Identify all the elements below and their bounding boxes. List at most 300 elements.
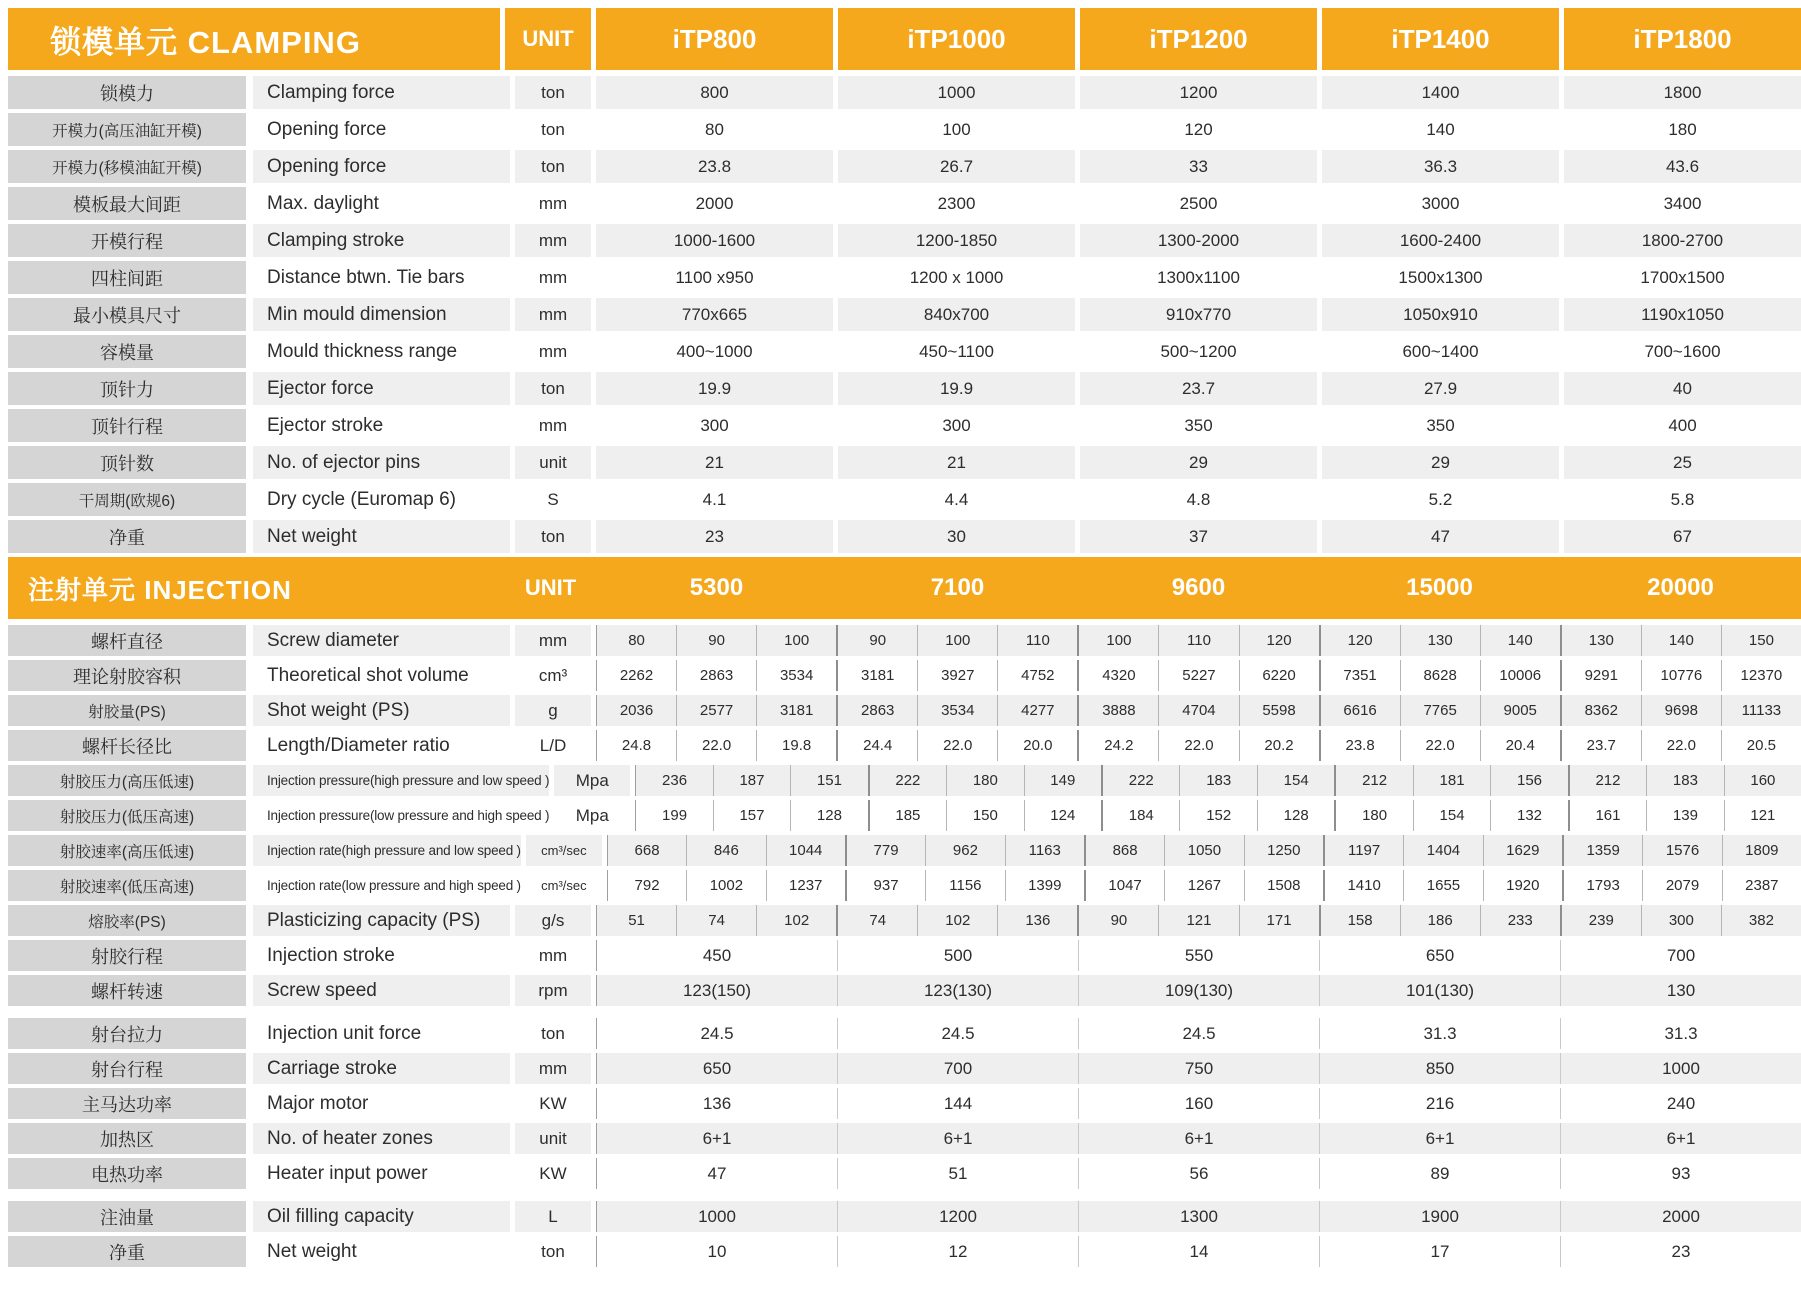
row-label-cn: 螺杆转速 xyxy=(8,975,246,1006)
value-cell: 130 xyxy=(1560,975,1801,1006)
value-cell: 1200 x 1000 xyxy=(833,261,1075,294)
row-body xyxy=(253,1236,1801,1267)
value-cell: 1655 xyxy=(1403,870,1482,901)
value-cells xyxy=(596,660,1801,691)
spec-row xyxy=(8,224,1801,257)
value-cell: 450 xyxy=(702,945,732,965)
value-cell: 5227 xyxy=(1158,660,1238,691)
value-cell: 1399 xyxy=(1005,870,1084,901)
unit-cell: mm xyxy=(510,298,596,331)
value-cell: 800 xyxy=(700,82,729,102)
injection-model-header: 9600 xyxy=(1171,574,1226,601)
value-cell: 23.7 xyxy=(1075,372,1317,405)
value-cell: 2577 xyxy=(676,695,756,726)
value-cell: 90 xyxy=(676,625,756,656)
value-cell: 24.4 xyxy=(836,730,917,761)
value-cell: 5.2 xyxy=(1317,483,1559,516)
value-cells xyxy=(607,870,1801,901)
value-cell: 93 xyxy=(1560,1158,1801,1189)
clamping-model-header: iTP1000 xyxy=(838,8,1075,70)
value-cell: 120 xyxy=(1075,113,1317,146)
value-cell: 130 xyxy=(1560,625,1641,656)
value-cell: 4.4 xyxy=(833,483,1075,516)
spec-row xyxy=(8,835,1801,866)
row-label-cn: 模板最大间距 xyxy=(8,187,246,220)
value-cell: 1300 xyxy=(1078,1201,1319,1232)
value-cell: 24.5 xyxy=(700,1023,734,1043)
value-cell: 9698 xyxy=(1641,695,1721,726)
value-cells xyxy=(596,1053,1801,1084)
spec-row xyxy=(8,335,1801,368)
value-cell: 139 xyxy=(1646,800,1723,831)
value-cell: 6+1 xyxy=(702,1128,732,1148)
value-cell: 180 xyxy=(1559,113,1801,146)
value-cell: 12 xyxy=(837,1236,1078,1267)
spec-row xyxy=(8,1088,1801,1119)
value-cell: 650 xyxy=(702,1058,732,1078)
value-cell: 2000 xyxy=(695,193,734,213)
row-body xyxy=(253,335,1801,368)
spec-row xyxy=(8,765,1801,796)
row-body xyxy=(253,1018,1801,1049)
clamping-model-header: iTP1800 xyxy=(1564,8,1801,70)
value-cell: 212 xyxy=(1334,765,1412,796)
value-cell: 161 xyxy=(1568,800,1646,831)
row-label-en: Screw diameter xyxy=(267,629,399,651)
value-cell: 400 xyxy=(1559,409,1801,442)
injection-section xyxy=(8,557,1801,1267)
value-cell: 600~1400 xyxy=(1317,335,1559,368)
value-cell: 123(130) xyxy=(837,975,1078,1006)
unit-cell: mm xyxy=(510,1053,596,1084)
value-cell: 1800 xyxy=(1559,76,1801,109)
spec-row xyxy=(8,1236,1801,1267)
value-cell: 24.5 xyxy=(1078,1018,1319,1049)
unit-cell: unit xyxy=(510,1123,596,1154)
value-cell: 186 xyxy=(1400,905,1480,936)
injection-rows xyxy=(8,625,1801,1267)
value-cell: 3181 xyxy=(756,695,836,726)
row-label-en: Carriage stroke xyxy=(267,1057,397,1079)
unit-cell: mm xyxy=(510,409,596,442)
row-body xyxy=(253,372,1801,405)
spec-row xyxy=(8,150,1801,183)
value-cell: 1197 xyxy=(1323,835,1403,866)
value-cell: 910x770 xyxy=(1075,298,1317,331)
spec-row xyxy=(8,800,1801,831)
value-cell: 3534 xyxy=(917,695,997,726)
value-cell: 1700x1500 xyxy=(1559,261,1801,294)
unit-cell: g/s xyxy=(510,905,596,936)
row-body xyxy=(253,975,1801,1006)
row-label-en: No. of heater zones xyxy=(267,1127,433,1149)
value-cell: 128 xyxy=(790,800,867,831)
row-label-en: Net weight xyxy=(267,1240,357,1262)
row-label-en: Injection rate(low pressure and high speed ) xyxy=(267,878,521,893)
value-cell: 2262 xyxy=(619,667,654,684)
value-cell: 840x700 xyxy=(833,298,1075,331)
unit-cell: mm xyxy=(510,625,596,656)
value-cell: 136 xyxy=(997,905,1077,936)
value-cell: 149 xyxy=(1024,765,1101,796)
row-label-en: Max. daylight xyxy=(267,192,379,214)
value-cell: 550 xyxy=(1078,940,1319,971)
row-label-cn: 熔胶率(PS) xyxy=(8,905,246,936)
value-cell: 22.0 xyxy=(676,730,756,761)
row-body xyxy=(253,224,1801,257)
value-cell: 4320 xyxy=(1077,660,1158,691)
value-cell: 23 xyxy=(1560,1236,1801,1267)
row-label-cn: 射胶行程 xyxy=(8,940,246,971)
value-cell: 20.5 xyxy=(1721,730,1801,761)
row-body xyxy=(253,113,1801,146)
row-label-en: Mould thickness range xyxy=(267,340,458,362)
unit-cell: mm xyxy=(510,224,596,257)
value-cell: 36.3 xyxy=(1317,150,1559,183)
value-cell: 181 xyxy=(1413,765,1490,796)
row-label-cn: 开模力(移模油缸开模) xyxy=(8,150,246,183)
row-label-cn: 射台拉力 xyxy=(8,1018,246,1049)
value-cell: 100 xyxy=(1077,625,1158,656)
value-cell: 151 xyxy=(790,765,867,796)
row-label-en: Clamping stroke xyxy=(267,229,405,251)
spec-row xyxy=(8,372,1801,405)
row-body xyxy=(253,765,1801,796)
row-label-en: Ejector force xyxy=(267,377,374,399)
value-cell: 6220 xyxy=(1239,660,1319,691)
row-label-en: Length/Diameter ratio xyxy=(267,734,450,756)
value-cells xyxy=(596,187,1801,220)
spec-row xyxy=(8,261,1801,294)
value-cell: 22.0 xyxy=(1641,730,1721,761)
value-cell: 24.5 xyxy=(837,1018,1078,1049)
value-cell: 650 xyxy=(1319,940,1560,971)
unit-cell: mm xyxy=(510,940,596,971)
value-cells xyxy=(596,940,1801,971)
value-cell: 3888 xyxy=(1077,695,1158,726)
value-cell: 300 xyxy=(700,415,729,435)
value-cell: 792 xyxy=(634,877,660,894)
row-body xyxy=(253,835,1801,866)
unit-cell: ton xyxy=(510,113,596,146)
value-cell: 850 xyxy=(1319,1053,1560,1084)
value-cell: 140 xyxy=(1480,625,1560,656)
value-cell: 11133 xyxy=(1721,695,1801,726)
value-cell: 3181 xyxy=(836,660,917,691)
value-cells xyxy=(596,409,1801,442)
unit-cell: KW xyxy=(510,1158,596,1189)
unit-cell: ton xyxy=(510,1236,596,1267)
row-label-cn: 加热区 xyxy=(8,1123,246,1154)
value-cell: 121 xyxy=(1724,800,1801,831)
value-cell: 1629 xyxy=(1483,835,1562,866)
value-cell: 80 xyxy=(628,632,645,649)
value-cell: 1300x1100 xyxy=(1075,261,1317,294)
row-label-cn: 最小模具尺寸 xyxy=(8,298,246,331)
row-body xyxy=(253,187,1801,220)
row-label-cn: 射胶压力(低压高速) xyxy=(8,800,246,831)
value-cell: 216 xyxy=(1319,1088,1560,1119)
row-label-en: Opening force xyxy=(267,118,387,140)
value-cell: 8628 xyxy=(1400,660,1480,691)
value-cell: 37 xyxy=(1075,520,1317,553)
row-label-cn: 容模量 xyxy=(8,335,246,368)
clamping-section xyxy=(8,8,1801,553)
value-cell: 1000 xyxy=(698,1206,736,1226)
row-label-en: Major motor xyxy=(267,1092,369,1114)
value-cell: 1000 xyxy=(1560,1053,1801,1084)
injection-model-header: 7100 xyxy=(930,574,985,601)
value-cells xyxy=(596,76,1801,109)
value-cell: 20.4 xyxy=(1480,730,1560,761)
unit-cell: Mpa xyxy=(549,800,635,831)
row-label-cn: 射台行程 xyxy=(8,1053,246,1084)
spec-row xyxy=(8,625,1801,656)
value-cell: 779 xyxy=(845,835,925,866)
value-cell: 1508 xyxy=(1244,870,1323,901)
value-cell: 1050x910 xyxy=(1317,298,1559,331)
value-cell: 154 xyxy=(1413,800,1490,831)
spec-row xyxy=(8,660,1801,691)
value-cells xyxy=(596,905,1801,936)
value-cell: 23.8 xyxy=(697,156,732,176)
value-cell: 4704 xyxy=(1158,695,1238,726)
value-cell: 350 xyxy=(1317,409,1559,442)
value-cell: 67 xyxy=(1559,520,1801,553)
value-cells xyxy=(596,113,1801,146)
row-body xyxy=(253,1201,1801,1232)
value-cell: 382 xyxy=(1721,905,1801,936)
value-cell: 23.7 xyxy=(1560,730,1641,761)
value-cell: 5598 xyxy=(1239,695,1319,726)
value-cell: 1410 xyxy=(1323,870,1403,901)
row-label-en: Theoretical shot volume xyxy=(267,664,469,686)
row-body xyxy=(253,905,1801,936)
value-cell: 136 xyxy=(702,1093,732,1113)
unit-cell: mm xyxy=(510,261,596,294)
value-cell: 1200 xyxy=(1075,76,1317,109)
value-cell: 1267 xyxy=(1164,870,1243,901)
value-cells xyxy=(607,835,1801,866)
row-label-en: Net weight xyxy=(267,525,357,547)
value-cell: 500~1200 xyxy=(1075,335,1317,368)
value-cell: 233 xyxy=(1480,905,1560,936)
value-cell: 6+1 xyxy=(837,1123,1078,1154)
row-label-cn: 电热功率 xyxy=(8,1158,246,1189)
spec-row xyxy=(8,187,1801,220)
row-label-en: Injection stroke xyxy=(267,944,395,966)
value-cell: 80 xyxy=(705,119,724,139)
row-label-en: Opening force xyxy=(267,155,387,177)
value-cell: 121 xyxy=(1158,905,1238,936)
row-body xyxy=(253,298,1801,331)
value-cells xyxy=(596,298,1801,331)
value-cell: 1600-2400 xyxy=(1317,224,1559,257)
value-cells xyxy=(635,765,1801,796)
value-cell: 937 xyxy=(845,870,925,901)
value-cell: 102 xyxy=(756,905,836,936)
clamping-section-title: 锁模单元 CLAMPING xyxy=(8,8,500,70)
value-cell: 156 xyxy=(1490,765,1567,796)
value-cell: 8362 xyxy=(1560,695,1641,726)
value-cell: 1576 xyxy=(1642,835,1721,866)
value-cell: 23 xyxy=(705,526,724,546)
value-cell: 2500 xyxy=(1075,187,1317,220)
row-body xyxy=(253,1158,1801,1189)
row-body xyxy=(253,940,1801,971)
row-label-en: Injection pressure(low pressure and high speed ) xyxy=(267,808,550,823)
row-label-cn: 开模力(高压油缸开模) xyxy=(8,113,246,146)
value-cell: 12370 xyxy=(1721,660,1801,691)
value-cell: 22.0 xyxy=(1158,730,1238,761)
value-cell: 180 xyxy=(1334,800,1412,831)
spec-row xyxy=(8,298,1801,331)
row-label-cn: 射胶速率(低压高速) xyxy=(8,870,246,901)
value-cell: 3400 xyxy=(1559,187,1801,220)
value-cell: 110 xyxy=(1158,625,1238,656)
value-cell: 1237 xyxy=(766,870,845,901)
value-cell: 2863 xyxy=(836,695,917,726)
value-cells xyxy=(596,224,1801,257)
row-label-cn: 净重 xyxy=(8,1236,246,1267)
value-cell: 300 xyxy=(1641,905,1721,936)
value-cell: 4.8 xyxy=(1075,483,1317,516)
value-cell: 101(130) xyxy=(1319,975,1560,1006)
value-cell: 144 xyxy=(837,1088,1078,1119)
value-cell: 23.8 xyxy=(1319,730,1400,761)
spec-row xyxy=(8,730,1801,761)
value-cell: 2079 xyxy=(1642,870,1721,901)
value-cell: 24.8 xyxy=(621,737,652,754)
row-body xyxy=(253,261,1801,294)
row-label-en: Ejector stroke xyxy=(267,414,384,436)
value-cell: 22.0 xyxy=(917,730,997,761)
spec-row xyxy=(8,905,1801,936)
unit-cell: mm xyxy=(510,335,596,368)
value-cell: 30 xyxy=(833,520,1075,553)
row-label-cn: 顶针数 xyxy=(8,446,246,479)
spec-row xyxy=(8,1201,1801,1232)
value-cell: 3534 xyxy=(756,660,836,691)
value-cell: 668 xyxy=(634,842,660,859)
value-cell: 22.0 xyxy=(1400,730,1480,761)
row-body xyxy=(253,150,1801,183)
value-cell: 31.3 xyxy=(1560,1018,1801,1049)
unit-cell: g xyxy=(510,695,596,726)
row-body xyxy=(253,76,1801,109)
value-cell: 700~1600 xyxy=(1559,335,1801,368)
value-cell: 7351 xyxy=(1319,660,1400,691)
value-cell: 185 xyxy=(868,800,946,831)
value-cell: 47 xyxy=(707,1163,727,1183)
value-cell: 846 xyxy=(686,835,765,866)
value-cell: 9291 xyxy=(1560,660,1641,691)
spec-row xyxy=(8,409,1801,442)
value-cell: 239 xyxy=(1560,905,1641,936)
value-cell: 1200 xyxy=(837,1201,1078,1232)
spec-row xyxy=(8,483,1801,516)
value-cell: 171 xyxy=(1239,905,1319,936)
value-cells xyxy=(635,800,1801,831)
value-cell: 150 xyxy=(946,800,1023,831)
row-label-en: Oil filling capacity xyxy=(267,1205,414,1227)
row-label-cn: 净重 xyxy=(8,520,246,553)
value-cell: 160 xyxy=(1078,1088,1319,1119)
unit-cell: Mpa xyxy=(549,765,635,796)
unit-cell: S xyxy=(510,483,596,516)
row-label-cn: 射胶速率(高压低速) xyxy=(8,835,246,866)
value-cell: 962 xyxy=(925,835,1004,866)
value-cell: 124 xyxy=(1024,800,1101,831)
value-cell: 1404 xyxy=(1403,835,1482,866)
row-label-en: Injection pressure(high pressure and low speed ) xyxy=(267,773,550,788)
row-body xyxy=(253,660,1801,691)
value-cell: 29 xyxy=(1317,446,1559,479)
row-label-cn: 顶针行程 xyxy=(8,409,246,442)
value-cell: 158 xyxy=(1319,905,1400,936)
value-cell: 4752 xyxy=(997,660,1077,691)
clamping-model-header: iTP800 xyxy=(596,8,833,70)
value-cell: 180 xyxy=(946,765,1023,796)
unit-cell: unit xyxy=(510,446,596,479)
spec-row xyxy=(8,975,1801,1006)
value-cell: 1000 xyxy=(833,76,1075,109)
value-cell: 109(130) xyxy=(1078,975,1319,1006)
value-cell: 5.8 xyxy=(1559,483,1801,516)
value-cells xyxy=(596,150,1801,183)
value-cell: 154 xyxy=(1257,765,1334,796)
unit-cell: ton xyxy=(510,1018,596,1049)
value-cell: 1044 xyxy=(766,835,845,866)
spec-row xyxy=(8,520,1801,553)
value-cell: 400~1000 xyxy=(676,341,753,361)
spec-row xyxy=(8,76,1801,109)
value-cell: 132 xyxy=(1490,800,1567,831)
value-cell: 184 xyxy=(1101,800,1179,831)
value-cells xyxy=(596,372,1801,405)
value-cell: 1920 xyxy=(1483,870,1562,901)
unit-cell: cm³ xyxy=(510,660,596,691)
value-cell: 300 xyxy=(833,409,1075,442)
spec-row xyxy=(8,940,1801,971)
value-cell: 500 xyxy=(837,940,1078,971)
row-body xyxy=(253,800,1801,831)
row-label-cn: 螺杆直径 xyxy=(8,625,246,656)
unit-cell: cm³/sec xyxy=(521,835,607,866)
spec-row xyxy=(8,446,1801,479)
value-cells xyxy=(596,1158,1801,1189)
value-cell: 10776 xyxy=(1641,660,1721,691)
value-cell: 130 xyxy=(1400,625,1480,656)
row-label-cn: 顶针力 xyxy=(8,372,246,405)
value-cell: 183 xyxy=(1646,765,1723,796)
unit-cell: rpm xyxy=(510,975,596,1006)
value-cell: 350 xyxy=(1075,409,1317,442)
value-cell: 51 xyxy=(837,1158,1078,1189)
row-body xyxy=(253,483,1801,516)
row-label-cn: 螺杆长径比 xyxy=(8,730,246,761)
value-cells xyxy=(596,1018,1801,1049)
value-cell: 110 xyxy=(997,625,1077,656)
value-cell: 33 xyxy=(1075,150,1317,183)
row-label-cn: 理论射胶容积 xyxy=(8,660,246,691)
value-cell: 2387 xyxy=(1722,870,1801,901)
unit-cell: L xyxy=(510,1201,596,1232)
value-cells xyxy=(596,730,1801,761)
row-label-en: Injection rate(high pressure and low speed ) xyxy=(267,843,521,858)
value-cell: 1793 xyxy=(1562,870,1642,901)
spec-row xyxy=(8,695,1801,726)
